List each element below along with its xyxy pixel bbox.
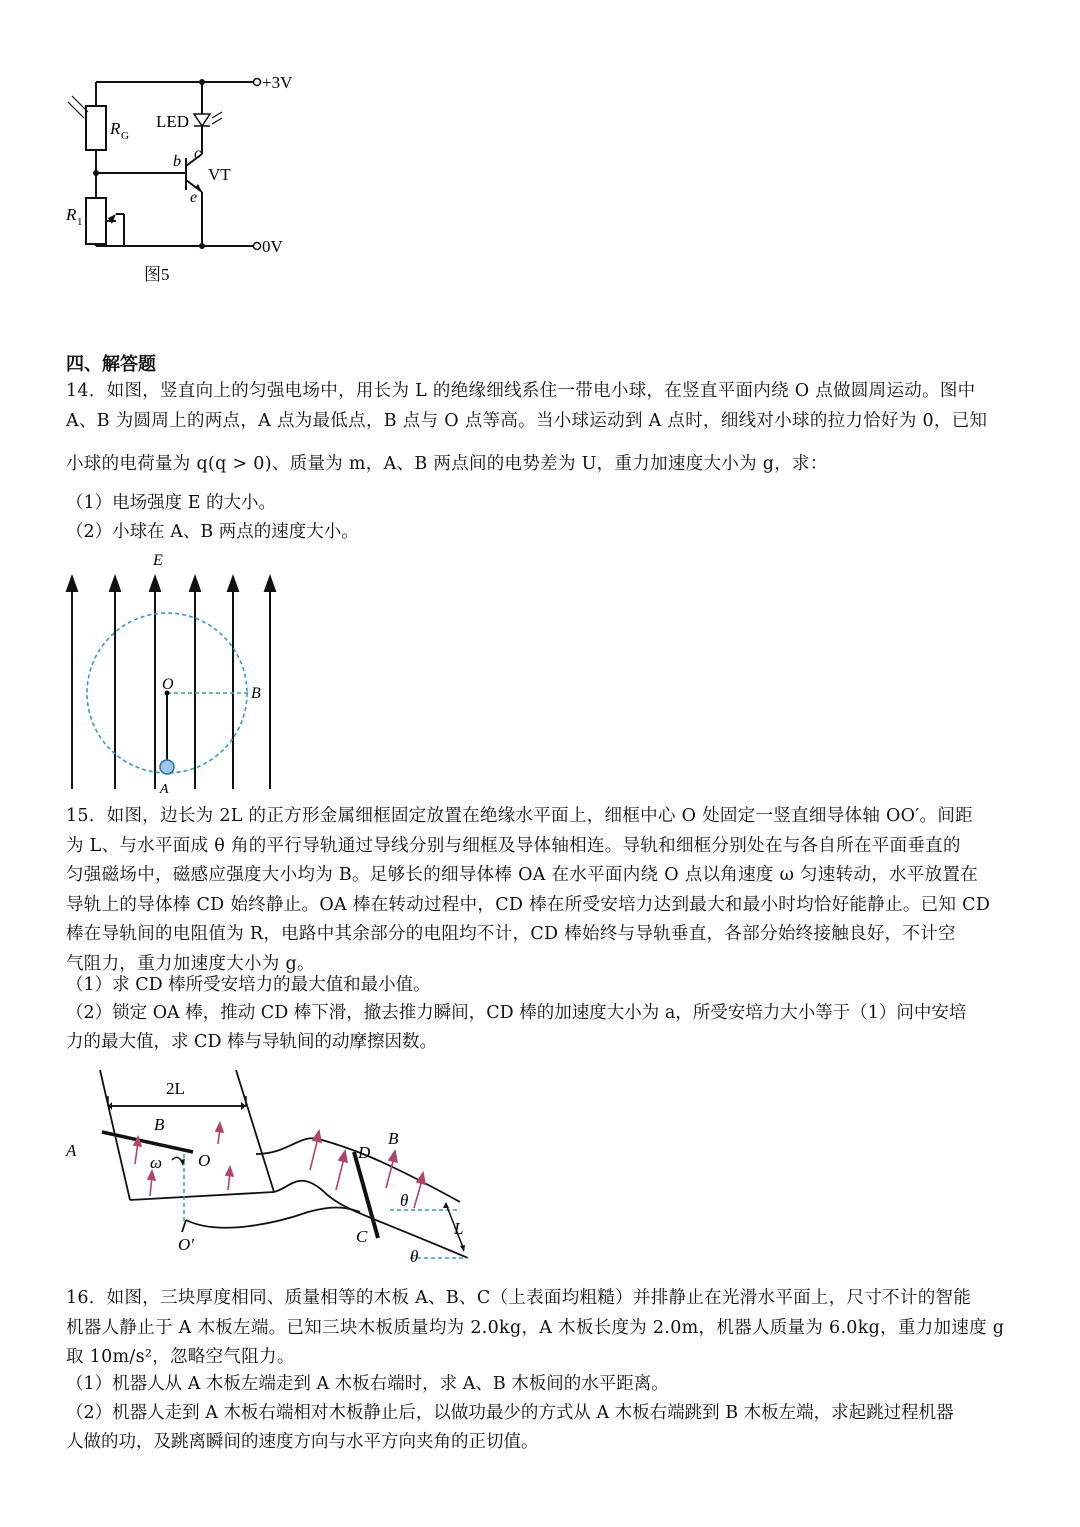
q14-sub-1: （1）电场强度 E 的大小。 bbox=[66, 493, 277, 513]
q14-line-3: 小球的电荷量为 q(q > 0)、质量为 m，A、B 两点间的电势差为 U，重力加速度大小为 g，求： bbox=[66, 454, 828, 474]
q15-sub-2 bbox=[66, 999, 1016, 1057]
label-B-frame: B bbox=[154, 1115, 165, 1134]
label-O-prime: O′ bbox=[178, 1235, 194, 1254]
q15-line-5: 棒在导轨间的电阻值为 R，电路中其余部分的电阻均不计，CD 棒始终与导轨垂直，各部分始终接触良好，不计空 bbox=[66, 924, 956, 944]
label-omega: ω bbox=[150, 1153, 163, 1172]
label-A: A bbox=[160, 782, 169, 797]
label-D: D bbox=[358, 1143, 371, 1162]
q14-sub-2: （2）小球在 A、B 两点的速度大小。 bbox=[66, 522, 359, 542]
q15-rail-figure bbox=[60, 1062, 490, 1272]
label-plus-3v: +3V bbox=[262, 73, 293, 92]
q16-text bbox=[66, 1284, 1016, 1373]
label-vt: VT bbox=[208, 165, 231, 184]
label-C: C bbox=[356, 1227, 368, 1246]
q16-line-3: 取 10m/s²，忽略空气阻力。 bbox=[66, 1347, 295, 1367]
q15-sub-2-line-1: （2）锁定 OA 棒，推动 CD 棒下滑，撤去推力瞬间，CD 棒的加速度大小为 a，所受安培力大小等于（1）问中安培 bbox=[66, 1003, 967, 1023]
section-title: 四、解答题 bbox=[66, 354, 156, 375]
q15-line-4: 导轨上的导体棒 CD 始终静止。OA 棒在转动过程中，CD 棒在所受安培力达到最大和最小时均恰好能静止。已知 CD bbox=[66, 894, 991, 915]
figure-5-caption: 图5 bbox=[144, 265, 170, 284]
q14-text bbox=[66, 377, 1016, 480]
label-e: e bbox=[190, 189, 198, 206]
label-O: O bbox=[198, 1151, 211, 1170]
q15-line-3: 匀强磁场中，磁感应强度大小均为 B。足够长的细导体棒 OA 在水平面内绕 O 点以角速度 ω 匀速转动，水平放置在 bbox=[66, 865, 978, 885]
label-B-rail: B bbox=[388, 1129, 399, 1148]
q16-sub-2 bbox=[66, 1399, 1016, 1457]
label-L: L bbox=[454, 1219, 464, 1238]
label-r1: R bbox=[66, 205, 77, 224]
label-rg-sub: G bbox=[121, 130, 129, 142]
q14-line-2: A、B 为圆周上的两点，A 点为最低点，B 点与 O 点等高。当小球运动到 A 点时，细线对小球的拉力恰好为 0，已知 bbox=[66, 410, 988, 431]
q15-line-2: 为 L、与水平面成 θ 角的平行导轨通过导线分别与细框及导体轴相连。导轨和细框分别处在与各自所在平面垂直的 bbox=[66, 835, 961, 856]
label-rg: R bbox=[110, 119, 121, 138]
q16-line-1: 16．如图，三块厚度相同、质量相等的木板 A、B、C（上表面均粗糙）并排静止在光滑水平面上，尺寸不计的智能 bbox=[66, 1288, 972, 1308]
label-2L: 2L bbox=[166, 1079, 185, 1098]
q15-line-1: 15．如图，边长为 2L 的正方形金属细框固定放置在绝缘水平面上，细框中心 O 处固定一竖直细导体轴 OO′。间距 bbox=[66, 806, 973, 826]
q16-sub-2-line-1: （2）机器人走到 A 木板右端相对木板静止后，以做功最少的方式从 A 木板右端跳到 B 木板左端，求起跳过程机器 bbox=[66, 1403, 954, 1423]
circuit-figure-5 bbox=[60, 60, 320, 290]
q14-field-figure bbox=[60, 545, 300, 797]
label-theta-2: θ bbox=[410, 1247, 419, 1266]
label-rod-A: A bbox=[66, 1141, 77, 1160]
label-O: O bbox=[162, 676, 174, 693]
label-E: E bbox=[153, 552, 163, 569]
label-0v: 0V bbox=[262, 237, 283, 256]
label-r1-sub: 1 bbox=[77, 216, 83, 228]
label-c: c bbox=[194, 145, 202, 162]
q16-line-2: 机器人静止于 A 木板左端。已知三块木板质量均为 2.0kg，A 木板长度为 2.0m，机器人质量为 6.0kg，重力加速度 g bbox=[66, 1317, 1005, 1338]
label-led: LED bbox=[156, 112, 190, 131]
q14-line-1: 14．如图，竖直向上的匀强电场中，用长为 L 的绝缘细线系住一带电小球，在竖直平面内绕 O 点做圆周运动。图中 bbox=[66, 381, 976, 401]
q16-sub-1: （1）机器人从 A 木板左端走到 A 木板右端时，求 A、B 木板间的水平距离。 bbox=[66, 1374, 669, 1394]
q15-sub-1: （1）求 CD 棒所受安培力的最大值和最小值。 bbox=[66, 975, 431, 995]
label-b: b bbox=[173, 153, 181, 170]
label-theta-1: θ bbox=[400, 1191, 409, 1210]
q15-text bbox=[66, 802, 1016, 979]
q15-line-6: 气阻力，重力加速度大小为 g。 bbox=[66, 953, 315, 974]
label-B: B bbox=[251, 685, 261, 702]
q15-sub-2-line-2: 力的最大值，求 CD 棒与导轨间的动摩擦因数。 bbox=[66, 1032, 438, 1052]
q16-sub-2-line-2: 人做的功，及跳离瞬间的速度方向与水平方向夹角的正切值。 bbox=[66, 1432, 539, 1452]
